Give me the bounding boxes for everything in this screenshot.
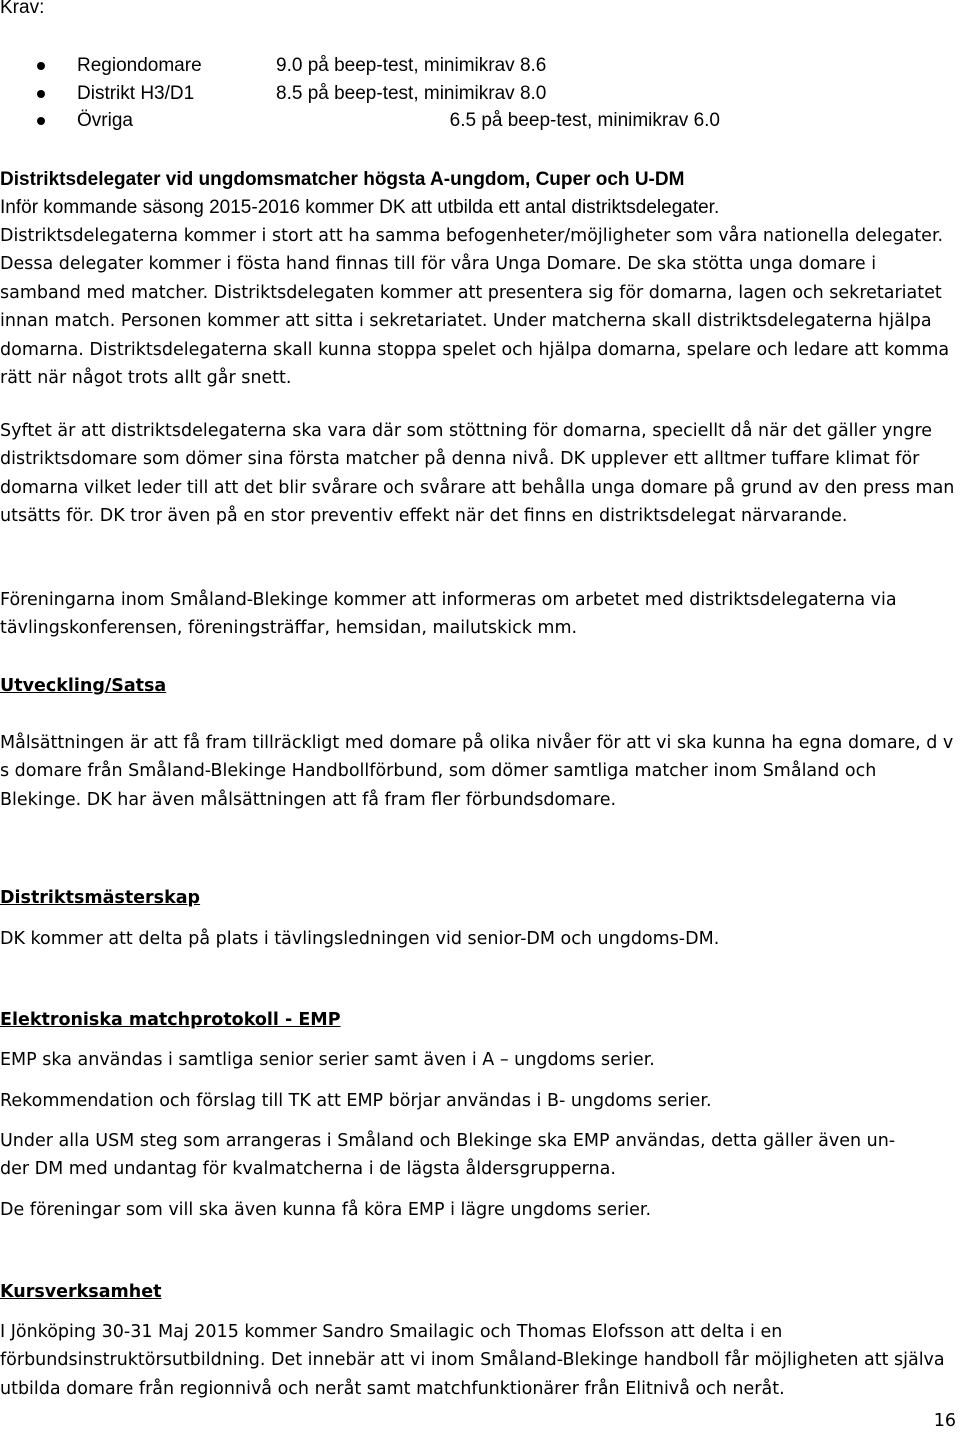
krav-item <box>0 52 960 80</box>
distriktsdelegater-heading: Distriktsdelegater vid ungdomsmatcher högsta A-ungdom, Cuper och U-DM <box>0 169 685 190</box>
foreningarna-paragraph: Föreningarna inom Småland-Blekinge kommer att informeras om arbetet med distriktsdelegaterna via tävlingskonferensen, föreningsträffar, hemsidan, mailutskick mm. <box>0 590 897 639</box>
emp-paragraph-3b: der DM med undantag för kvalmatcherna i de lägsta åldersgrupperna. <box>0 1159 616 1179</box>
bullet-icon <box>37 90 45 98</box>
bullet-icon <box>37 117 45 125</box>
emp-paragraph-4: De föreningar som vill ska även kunna få köra EMP i lägre ungdoms serier. <box>0 1200 652 1220</box>
emp-paragraph-2: Rekommendation och förslag till TK att EMP börjar användas i B- ungdoms serier. <box>0 1091 712 1111</box>
dm-paragraph: DK kommer att delta på plats i tävlingsledningen vid senior-DM och ungdoms-DM. <box>0 929 720 949</box>
distriktsdelegater-section <box>0 166 960 392</box>
distriktsdelegater-paragraph: Distriktsdelegaterna kommer i stort att ha samma befogenheter/möjligheter som våra nationella delegater. Dessa delegater kommer i fösta hand finnas till för våra Unga Domare. De ska stötta unga domare i samband med matcher. Distriktsdelegaten kommer att presentera sig för domarna, lagen och sekretariatet innan match. Personen kommer att sitta i sekretariatet. Under matcherna skall distriktsdelegaterna hjälpa domarna. Distriktsdelegaterna skall kunna stoppa spelet och hjälpa domarna, spelare och ledare att komma rätt när något trots allt går snett. <box>0 226 950 389</box>
krav-item <box>0 80 960 108</box>
page-number: 16 <box>933 1411 956 1431</box>
kurs-paragraph: I Jönköping 30-31 Maj 2015 kommer Sandro Smailagic och Thomas Elofsson att delta i en förbundsinstruktörsutbildning. Det innebär att vi inom Småland-Blekinge handboll får möjligheten att själva utbilda domare från regionnivå och neråt samt matchfunktionärer från Elitnivå och neråt. <box>0 1322 945 1399</box>
dm-heading: Distriktsmästerskap <box>0 888 201 908</box>
kurs-heading: Kursverksamhet <box>0 1282 162 1302</box>
distriktsdelegater-intro: Inför kommande säsong 2015-2016 kommer DK att utbilda ett antal distriktsdelegater. <box>0 197 720 218</box>
krav-requirement: 8.5 på beep-test, minimikrav 8.0 <box>276 82 547 104</box>
krav-requirement: 9.0 på beep-test, minimikrav 8.6 <box>276 55 547 76</box>
bullet-icon <box>37 62 45 70</box>
utveckling-paragraph: Målsättningen är att få fram tillräckligt med domare på olika nivåer för att vi ska kunna ha egna domare, d v s domare från Småland-Blekinge Handbollförbund, som dömer samtliga matcher inom Småland och Blekinge. DK har även målsättningen att få fram fler förbundsdomare. <box>0 733 954 810</box>
krav-level: Distrikt H3/D1 <box>77 82 195 104</box>
krav-item <box>0 107 960 135</box>
utveckling-heading: Utveckling/Satsa <box>0 676 167 696</box>
krav-label: Krav: <box>0 0 45 18</box>
krav-list <box>0 52 960 135</box>
emp-paragraph-3a: Under alla USM steg som arrangeras i Småland och Blekinge ska EMP användas, detta gäller även un- <box>0 1131 896 1151</box>
krav-requirement: 6.5 på beep-test, minimikrav 6.0 <box>449 110 720 131</box>
krav-level: Regiondomare <box>77 55 202 76</box>
emp-paragraph-1: EMP ska användas i samtliga senior serier samt även i A – ungdoms serier. <box>0 1050 655 1070</box>
syftet-paragraph: Syftet är att distriktsdelegaterna ska vara där som stöttning för domarna, speciellt då när det gäller yngre distriktsdomare som dömer sina första matcher på denna nivå. DK upplever ett alltmer tuffare klimat för domarna vilket leder till att det blir svårare och svårare att behålla unga domare på grund av den press man utsätts för. DK tror även på en stor preventiv effekt när det finns en distriktsdelegat närvarande. <box>0 421 955 527</box>
krav-level: Övriga <box>77 110 133 131</box>
emp-heading: Elektroniska matchprotokoll - EMP <box>0 1010 341 1030</box>
